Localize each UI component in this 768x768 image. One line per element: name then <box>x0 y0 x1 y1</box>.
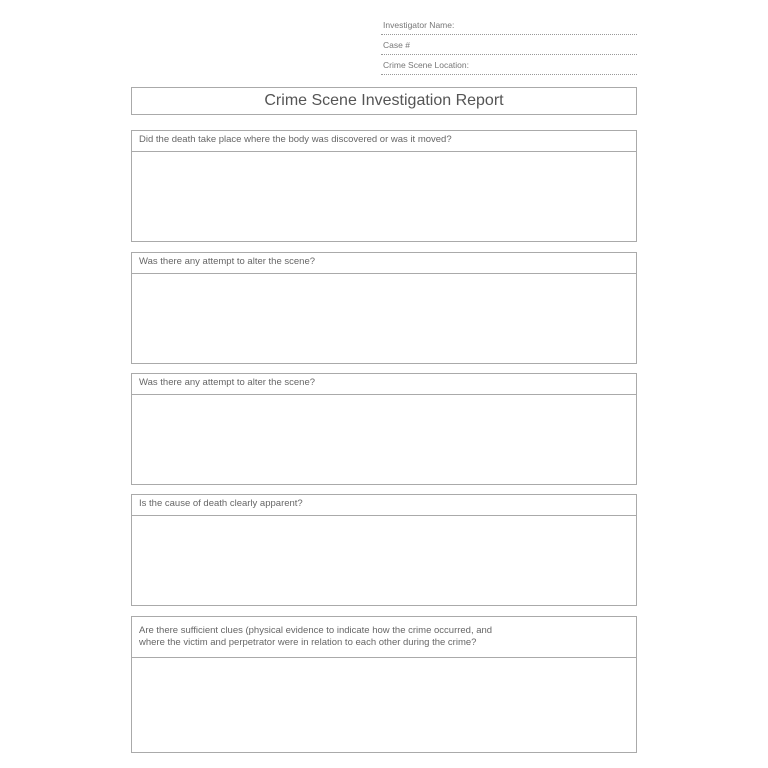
answer-area[interactable] <box>132 274 636 363</box>
case-number-label: Case # <box>383 40 410 50</box>
crime-scene-location-field[interactable] <box>381 55 637 75</box>
question-box <box>131 373 637 485</box>
question-box <box>131 252 637 364</box>
question-box <box>131 616 637 753</box>
answer-area[interactable] <box>132 658 636 752</box>
case-number-field[interactable] <box>381 35 637 55</box>
report-title: Crime Scene Investigation Report <box>131 87 637 115</box>
answer-area[interactable] <box>132 395 636 484</box>
investigator-name-field[interactable] <box>381 15 637 35</box>
answer-area[interactable] <box>132 516 636 605</box>
question-text: Did the death take place where the body was discovered or was it moved? <box>132 131 636 152</box>
question-box <box>131 130 637 242</box>
question-text: Was there any attempt to alter the scene? <box>132 253 636 274</box>
answer-area[interactable] <box>132 152 636 241</box>
question-box <box>131 494 637 606</box>
question-text: Is the cause of death clearly apparent? <box>132 495 636 516</box>
investigator-name-label: Investigator Name: <box>383 20 455 30</box>
crime-scene-location-label: Crime Scene Location: <box>383 60 469 70</box>
question-text: Are there sufficient clues (physical evidence to indicate how the crime occurred, and where the victim and perpetrator were in relation to each other during the crime? <box>132 617 636 658</box>
question-text: Was there any attempt to alter the scene? <box>132 374 636 395</box>
